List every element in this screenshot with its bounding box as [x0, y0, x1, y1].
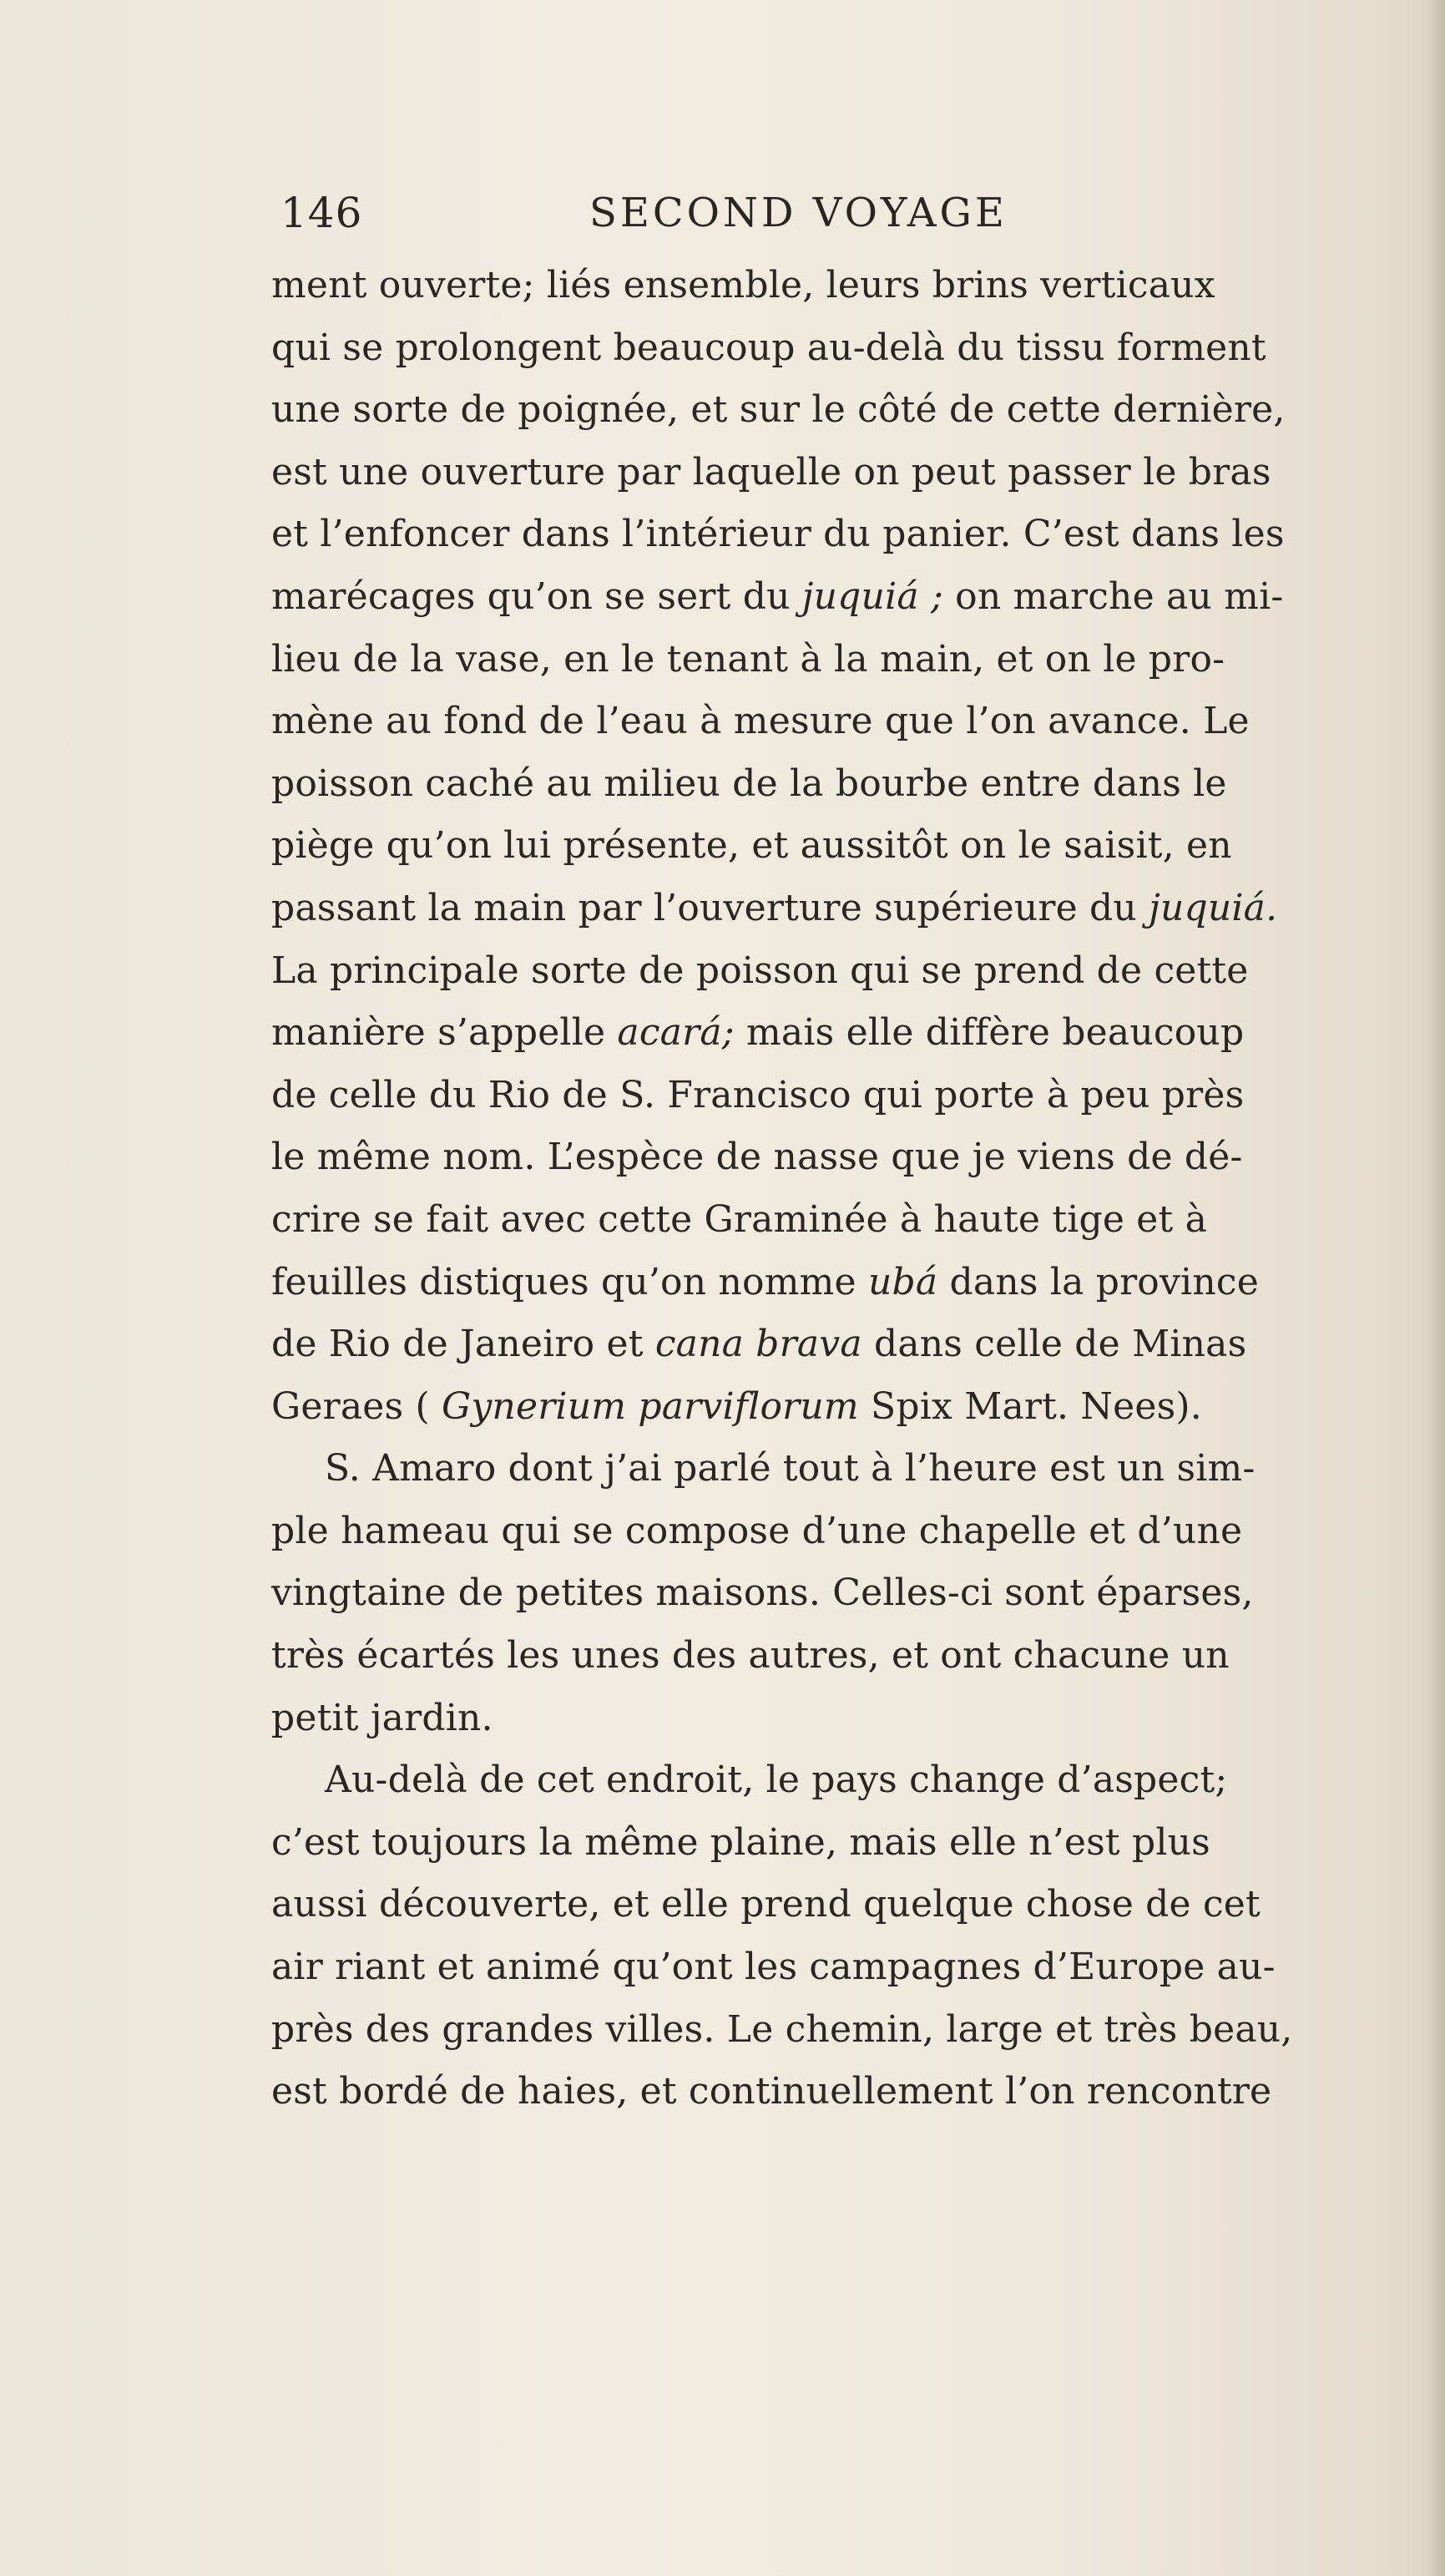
text-segment: feuilles distiques qu’on nomme	[271, 1260, 868, 1303]
text-line	[271, 940, 1382, 1003]
text-line	[271, 878, 1382, 940]
text-segment: dans celle de Minas	[861, 1323, 1247, 1366]
text-line	[271, 1126, 1382, 1189]
text-line	[271, 504, 1382, 566]
text-segment: air riant et animé qu’ont les campagnes d’Europe au-	[271, 1946, 1276, 1989]
text-segment: mène au fond de l’eau à mesure que l’on avance. Le	[271, 700, 1250, 743]
text-segment: aussi découverte, et elle prend quelque chose de cet	[271, 1883, 1261, 1926]
text-line	[271, 442, 1382, 504]
text-segment: piège qu’on lui présente, et aussitôt on le saisit, en	[271, 824, 1232, 868]
text-segment: c’est toujours la même plaine, mais elle n’est plus	[271, 1820, 1210, 1864]
page-number: 146	[280, 189, 363, 237]
text-line	[271, 255, 1382, 317]
text-line	[271, 566, 1382, 629]
italic-term: juquiá ;	[801, 574, 943, 618]
text-line	[271, 629, 1382, 691]
text-line	[271, 1313, 1382, 1376]
text-segment: et l’enfoncer dans l’intérieur du panier. C’est dans les	[271, 513, 1285, 556]
text-segment: Spix Mart. Nees).	[858, 1384, 1202, 1428]
text-segment: La principale sorte de poisson qui se prend de cette	[271, 949, 1249, 992]
text-segment: crire se fait avec cette Graminée à haute tige et à	[271, 1197, 1208, 1241]
italic-term: juquiá.	[1149, 886, 1278, 929]
text-line	[271, 1252, 1382, 1314]
body-text	[271, 255, 1382, 2123]
text-segment: ment ouverte; liés ensemble, leurs brins verticaux	[271, 264, 1215, 306]
text-segment: lieu de la vase, en le tenant à la main, et on le pro-	[271, 637, 1225, 681]
text-line	[271, 1936, 1382, 1999]
italic-term: ubá	[867, 1260, 938, 1303]
text-segment: le même nom. L’espèce de nasse que je viens de dé-	[271, 1136, 1243, 1179]
text-segment: manière s’appelle	[271, 1011, 618, 1055]
text-segment: ple hameau qui se compose d’une chapelle et d’une	[271, 1509, 1243, 1552]
text-segment: Geraes (	[271, 1384, 442, 1428]
italic-term: acará;	[617, 1011, 735, 1055]
italic-term: cana brava	[654, 1323, 862, 1366]
page-edge-shadow	[1427, 0, 1445, 2576]
text-line	[271, 1376, 1382, 1439]
running-head	[280, 184, 1107, 242]
text-line	[271, 1438, 1382, 1501]
text-line	[271, 1812, 1382, 1875]
text-segment: on marche au mi-	[943, 574, 1284, 618]
text-segment: Au-delà de cet endroit, le pays change d’aspect;	[325, 1759, 1228, 1802]
text-segment: est une ouverture par laquelle on peut passer le bras	[271, 450, 1271, 493]
text-segment: S. Amaro dont j’ai parlé tout à l’heure est un sim-	[325, 1447, 1256, 1490]
text-line	[271, 1625, 1382, 1688]
text-segment: mais elle diffère beaucoup	[734, 1011, 1245, 1055]
text-line	[271, 1501, 1382, 1563]
text-segment: petit jardin.	[271, 1696, 493, 1739]
running-title: SECOND VOYAGE	[589, 190, 1008, 236]
text-segment: dans la province	[937, 1260, 1259, 1303]
text-segment: qui se prolongent beaucoup au-delà du tissu forment	[271, 326, 1266, 369]
text-segment: de Rio de Janeiro et	[271, 1323, 655, 1366]
text-line	[271, 1002, 1382, 1065]
text-segment: près des grandes villes. Le chemin, large et très beau,	[271, 2007, 1293, 2051]
text-segment: passant la main par l’ouverture supérieure du	[271, 886, 1149, 929]
text-segment: très écartés les unes des autres, et ont chacune un	[271, 1634, 1230, 1678]
text-segment: une sorte de poignée, et sur le côté de cette dernière,	[271, 388, 1286, 432]
text-line	[271, 379, 1382, 442]
text-line	[271, 1874, 1382, 1936]
text-segment: vingtaine de petites maisons. Celles-ci sont éparses,	[271, 1571, 1254, 1615]
text-segment: marécages qu’on se sert du	[271, 574, 802, 618]
text-line	[271, 1562, 1382, 1625]
text-segment: est bordé de haies, et continuellement l’on rencontre	[271, 2070, 1272, 2113]
text-line	[271, 1688, 1382, 1750]
text-segment: poisson caché au milieu de la bourbe entre dans le	[271, 762, 1227, 805]
text-line	[271, 815, 1382, 878]
text-line	[271, 2061, 1382, 2123]
text-line	[271, 1999, 1382, 2062]
text-segment: de celle du Rio de S. Francisco qui porte à peu près	[271, 1073, 1245, 1116]
italic-term: Gynerium parviflorum	[442, 1384, 859, 1428]
text-line	[271, 753, 1382, 816]
text-line	[271, 691, 1382, 753]
text-line	[271, 317, 1382, 380]
text-line	[271, 1749, 1382, 1812]
text-line	[271, 1189, 1382, 1252]
text-line	[271, 1065, 1382, 1127]
